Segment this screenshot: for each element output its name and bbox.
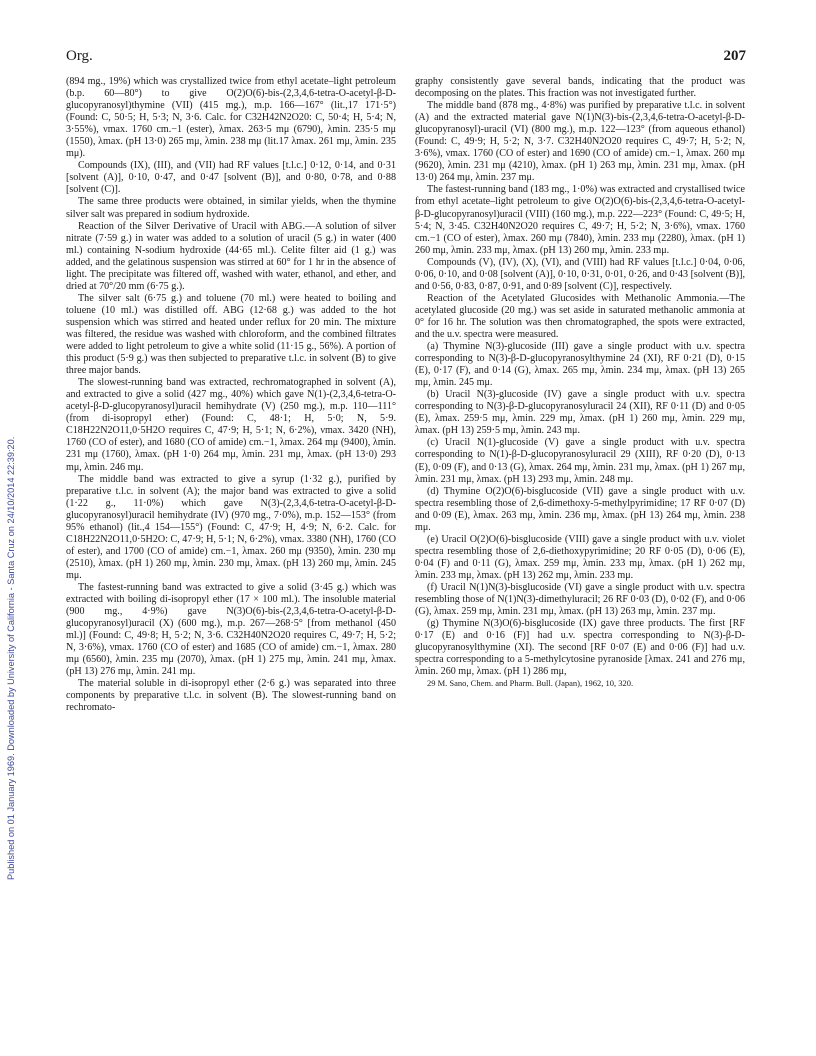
paragraph: The slowest-running band was extracted, rechromatographed in solvent (A), and extracted to give a solid (427 mg., 40%) which gave N(1)-(2,3,4,6-tetra-O-acetyl-β-D-glucopyranosyl)uracil hemihydrate (V) (250 mg.), m.p. 110—111° (from di-isopropyl ether) (Found: C, 48·1; H, 5·0; N, 5·9. C18H22N2O11,0·5H2O requires C, 47·9; H, 5·1; N, 6·2%), νmax. 3420 (NH), 1760 (CO of ester), and 1680 (CO of amide) cm.−1, λmax. 264 mμ (9400), λmin. 231 mμ (1760), λmax. (pH 1·0) 264 mμ, λmin. 231 mμ, λmax. (pH 13·0) 293 mμ, λmin. 246 mμ. [66,377,396,473]
paragraph: The silver salt (6·75 g.) and toluene (70 ml.) were heated to boiling and toluene (10 ml.) was distilled off. ABG (12·68 g.) was added to the hot suspension which was stirred and heated under reflux for 20 min. The mixture was filtered, the residue was washed with chloroform, and the combined filtrates were added to light petroleum to give a white solid (11·15 g., 56%). A portion of this product (5·9 g.) was then subjected to preparative t.l.c. in solvent (B) to give three major bands. [66,292,396,377]
list-item: (f) Uracil N(1)N(3)-bisglucoside (VI) gave a single product with u.v. spectra resembling those of N(1)N(3)-dimethyluracil; 26 RF 0·03 (D), 0·02 (F), and 0·06 (G), λmax. 259 mμ, λmin. 231 mμ, λmax. (pH 13) 263 mμ, λmin. 237 mμ. [415,581,745,618]
section-paragraph: Reaction of the Silver Derivative of Uracil with ABG.—A solution of silver nitrate (7·59 g.) in water was added to a solution of uracil (5 g.) in water (400 ml.) containing N-sodium hydroxide (44·65 ml.). Celite filter aid (1 g.) was added, and the gelatinous suspension was stirred at 60° for 1 hr in the absence of light. The precipitate was filtered off, washed with water, ethanol, and ether, and dried at 70°/20 mm (6·75 g.). [66,220,396,292]
provenance-text[interactable]: Published on 01 January 1969. Downloaded by University of California - Santa Cruz on 24/10/2014 22:39:20. [6,436,16,880]
journal-section: Org. [66,48,93,64]
paragraph: graphy consistently gave several bands, indicating that the product was decomposing on the plates. This fraction was not investigated further. [415,76,745,100]
paragraph: Compounds (IX), (III), and (VII) had RF values [t.l.c.] 0·12, 0·14, and 0·31 [solvent (A)], 0·10, 0·47, and 0·47 [solvent (B)], and 0·80, 0·78, and 0·88 [solvent (C)]. [66,160,396,196]
list-item: (d) Thymine O(2)O(6)-bisglucoside (VII) gave a single product with u.v. spectra resembling those of 2,6-dimethoxy-5-methylpyrimidine; 17 RF 0·07 (D) and 0·09 (E), λmax. 263 mμ, λmin. 236 mμ, λmax. (pH 13) 264 mμ, λmin. 238 mμ. [415,485,745,533]
paragraph: (894 mg., 19%) which was crystallized twice from ethyl acetate–light petroleum (b.p. 60—80°) to give O(2)O(6)-bis-(2,3,4,6-tetra-O-acetyl-β-D-glucopyranosyl)thymine (VII) (415 mg.), m.p. 166—167° (lit.,17 171·5°) (Found: C, 50·5; H, 5·3; N, 3·6. Calc. for C32H42N2O20: C, 50·4; H, 5·4; N, 3·55%), νmax. 1760 cm.−1 (ester), λmax. 263·5 mμ (6790), λmin. 235·5 mμ (1550), λmax. (pH 13·0) 265 mμ, λmin. 238 mμ (lit.17 λmax. 261 mμ, λmin. 235 mμ). [66,76,396,160]
paragraph: The middle band was extracted to give a syrup (1·32 g.), purified by preparative t.l.c. in solvent (A); the major band was extracted to give a solid (1·22 g., 11·0%) which gave N(3)-(2,3,4,6-tetra-O-acetyl-β-D-glucopyranosyl)uracil hemihydrate (IV) (970 mg., 7·0%), m.p. 152—153° (from 95% ethanol) (lit.,4 154—155°) (Found: C, 47·9; H, 4·9; N, 6·2. Calc. for C18H22N2O11,0·5H2O: C, 47·9; H, 5·1; N, 6·2%), νmax. 3380 (NH), 1760 (CO of ester), and 1700 (CO of amide) cm.−1, λmax. 260 mμ (9350), λmin. 230 mμ (2510), λmax. (pH 1) 260 mμ, λmin. 230 mμ, λmax. (pH 13) 260 mμ, λmin. 245 mμ. [66,473,396,581]
page-number: 207 [723,48,746,64]
provenance-stamp [6,180,22,880]
list-item: (c) Uracil N(1)-glucoside (V) gave a single product with u.v. spectra corresponding to N(1)-β-D-glucopyranosyluracil 29 (XIII), RF 0·20 (D), 0·13 (E), 0·09 (F), and 0·13 (G), λmax. 264 mμ, λmin. 231 mμ, λmax. (pH 1) 267 mμ, λmin. 231 mμ, λmax. (pH 13) 293 mμ, λmin. 248 mμ. [415,437,745,485]
list-item: (b) Uracil N(3)-glucoside (IV) gave a single product with u.v. spectra corresponding to N(3)-β-D-glucopyranosyluracil 24 (XII), RF 0·11 (D) and 0·05 (E), λmax. 259·5 mμ, λmin. 229 mμ, λmax. (pH 1) 260 mμ, λmin. 229 mμ, λmax. (pH 13) 259·5 mμ, λmin. 243 mμ. [415,389,745,437]
paragraph: The middle band (878 mg., 4·8%) was purified by preparative t.l.c. in solvent (A) and the extracted material gave N(1)N(3)-bis-(2,3,4,6-tetra-O-acetyl-β-D-glucopyranosyl)-uracil (VI) (800 mg.), m.p. 122—123° (from aqueous ethanol) (Found: C, 49·9; H, 5·2; N, 3·7. C32H40N2O20 requires C, 49·7; H, 5·2; N, 3·6%), νmax. 1760 (CO of ester) and 1690 (CO of amide) cm.−1, λmax. 260 mμ (9620), λmin. 231 mμ (4210), λmax. (pH 1) 263 mμ, λmin. 231 mμ, λmax. (pH 13·0) 264 mμ, λmin. 237 mμ. [415,100,745,184]
right-column [415,76,745,689]
paragraph: The same three products were obtained, in similar yields, when the thymine silver salt was prepared in sodium hydroxide. [66,196,396,220]
section-paragraph: Reaction of the Acetylated Glucosides with Methanolic Ammonia.—The acetylated glucoside (20 mg.) was set aside in saturated methanolic ammonia at 0° for 16 hr. The solution was then chromatographed, the spots were extracted, and the u.v. spectra were measured. [415,292,745,340]
list-item: (e) Uracil O(2)O(6)-bisglucoside (VIII) gave a single product with u.v. violet spectra resembling those of 2,6-diethoxypyrimidine; 20 RF 0·05 (D), 0·06 (E), 0·04 (F) and 0·11 (G), λmax. 259 mμ, λmin. 233 mμ, λmax. (pH 1) 262 mμ, λmin. 233 mμ, λmax. (pH 13) 262 mμ, λmin. 233 mμ. [415,533,745,581]
list-item: (a) Thymine N(3)-glucoside (III) gave a single product with u.v. spectra corresponding to N(3)-β-D-glucopyranosylthymine 24 (XI), RF 0·21 (D), 0·15 (E), 0·17 (F), and 0·14 (G), λmax. 265 mμ, λmin. 234 mμ, λmax. (pH 13) 265 mμ, λmin. 245 mμ. [415,341,745,389]
footnote: 29 M. Sano, Chem. and Pharm. Bull. (Japan), 1962, 10, 320. [427,678,634,689]
paragraph: The fastest-running band (183 mg., 1·0%) was extracted and crystallised twice from ethyl acetate–light petroleum to give O(2)O(6)-bis-(2,3,4,6-tetra-O-acetyl-β-D-glucopyranosyl)uracil (VIII) (160 mg.), m.p. 222—223° (Found: C, 49·5; H, 5·4; N, 3·45. C32H40N2O20 requires C, 49·7; H, 5·2; N, 3·6%), νmax. 1760 cm.−1 (CO of ester), λmax. 260 mμ (7840), λmin. 233 mμ (2280), λmax. (pH 1) 260 mμ, λmin. 233 mμ, λmax. (pH 13) 260 mμ, λmin. 233 mμ. [415,184,745,256]
paragraph: Compounds (V), (IV), (X), (VI), and (VIII) had RF values [t.l.c.] 0·04, 0·06, 0·06, 0·10, and 0·08 [solvent (A)], 0·10, 0·31, 0·01, 0·26, and 0·43 [solvent (B)], and 0·56, 0·83, 0·87, 0·91, and 0·89 [solvent (C)], respectively. [415,256,745,292]
running-head [66,48,746,68]
list-item: (g) Thymine N(3)O(6)-bisglucoside (IX) gave three products. The first [RF 0·17 (E) and 0·16 (F)] had u.v. spectra corresponding to N(3)-β-D-glucopyranosylthymine (XI). The second [RF 0·07 (E) and 0·06 (F)] had u.v. spectra corresponding to a 5-methylcytosine pyranoside [λmax. 241 and 276 mμ, λmin. 260 mμ, λmax. (pH 1) 286 mμ, [415,618,745,678]
left-column [66,76,396,714]
paragraph: The material soluble in di-isopropyl ether (2·6 g.) was separated into three components by preparative t.l.c. in solvent (B). The slowest-running band on rechromato- [66,678,396,714]
paragraph: The fastest-running band was extracted to give a solid (3·45 g.) which was extracted with boiling di-isopropyl ether (17 × 100 ml.). The insoluble material (900 mg., 4·9%) gave N(3)O(6)-bis-(2,3,4,6-tetra-O-acetyl-β-D-glucopyranosyl)uracil (X) (600 mg.), m.p. 267—268·5° [from methanol (450 ml.)] (Found: C, 49·8; H, 5·2; N, 3·6. C32H40N2O20 requires C, 49·7; H, 5·2; N, 3·6%), νmax. 1760 (CO of ester) and 1685 (CO of amide) cm.−1, λmax. 280 mμ (6560), λmin. 235 mμ (2070), λmax. (pH 1) 275 mμ, λmin. 241 mμ, λmax. (pH 13) 276 mμ, λmin. 241 mμ. [66,581,396,678]
